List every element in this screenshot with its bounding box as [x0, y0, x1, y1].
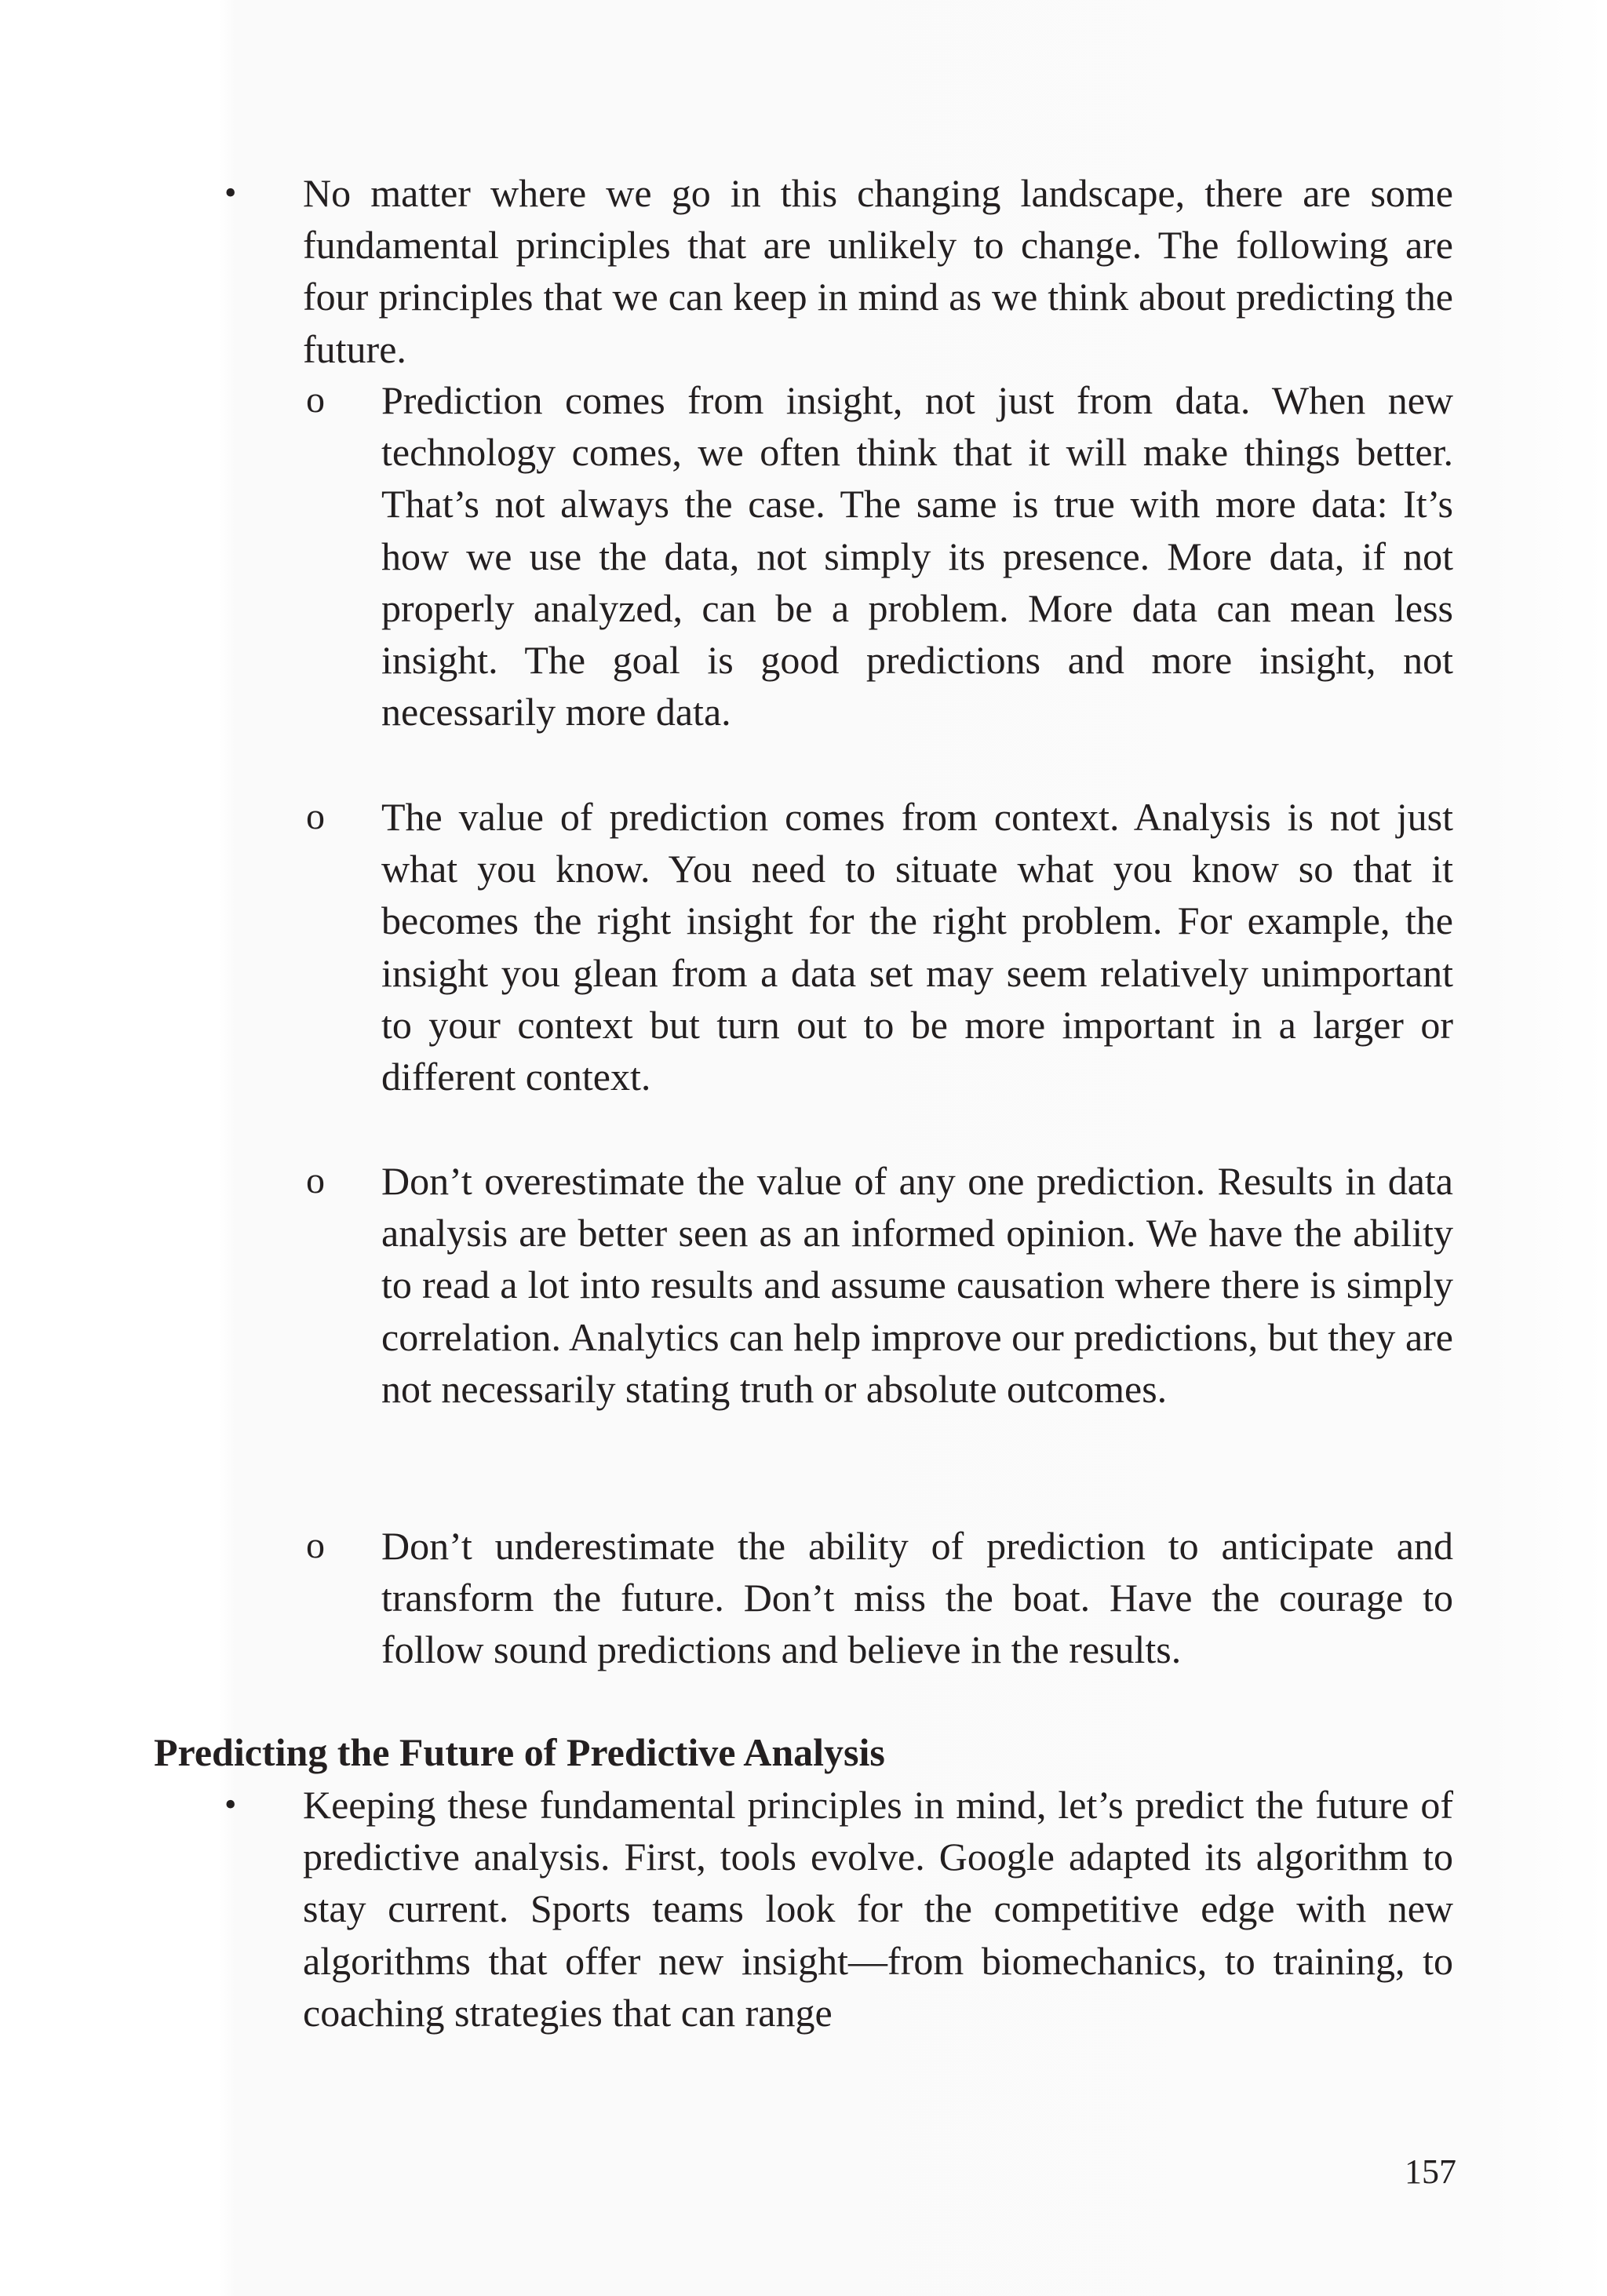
principle-item: Prediction comes from insight, not just from data. When new technology comes, we often think that it will make things better. That’s not always the case. The same is true with more data: It’s how we use the data, not simply its presence. More data, if not properly analyzed, can be a problem. More data can mean less insight. The goal is good predictions and more insight, not necessarily more data.: [381, 378, 1453, 734]
sub-bullet-marker: o: [306, 379, 325, 421]
keeping-paragraph: Keeping these fundamental principles in mind, let’s predict the future of predictive analysis. First, tools evolve. Google adapted its algorithm to stay current. Sports teams look for the competitive edge with new algorithms that offer new insight—from biomechanics, to training, to coaching strategies that can range: [303, 1783, 1453, 2035]
bullet-marker: •: [224, 1785, 237, 1824]
sub-bullet-marker: o: [306, 1525, 325, 1566]
intro-paragraph: No matter where we go in this changing landscape, there are some fundamental principles that are unlikely to change. The following are four principles that we can keep in mind as we think about predicting the future.: [303, 171, 1453, 371]
principle-item: Don’t underestimate the ability of prediction to anticipate and transform the future. Don’t miss the boat. Have the courage to follow sound predictions and believe in the results.: [381, 1524, 1453, 1672]
sub-bullet-marker: o: [306, 796, 325, 837]
principle-item: Don’t overestimate the value of any one prediction. Results in data analysis are better seen as an informed opinion. We have the ability to read a lot into results and assume causation where there is simply correlation. Analytics can help improve our predictions, but they are not necessarily stating truth or absolute outcomes.: [381, 1159, 1453, 1411]
page-number: 157: [1405, 2152, 1456, 2191]
section-heading: Predicting the Future of Predictive Analysis: [154, 1730, 885, 1774]
principle-item: The value of prediction comes from context. Analysis is not just what you know. You need to situate what you know so that it becomes the right insight for the right problem. For example, the insight you glean from a data set may seem relatively unimportant to your context but turn out to be more important in a larger or different context.: [381, 795, 1453, 1099]
bullet-marker: •: [224, 173, 237, 212]
sub-bullet-marker: o: [306, 1160, 325, 1201]
